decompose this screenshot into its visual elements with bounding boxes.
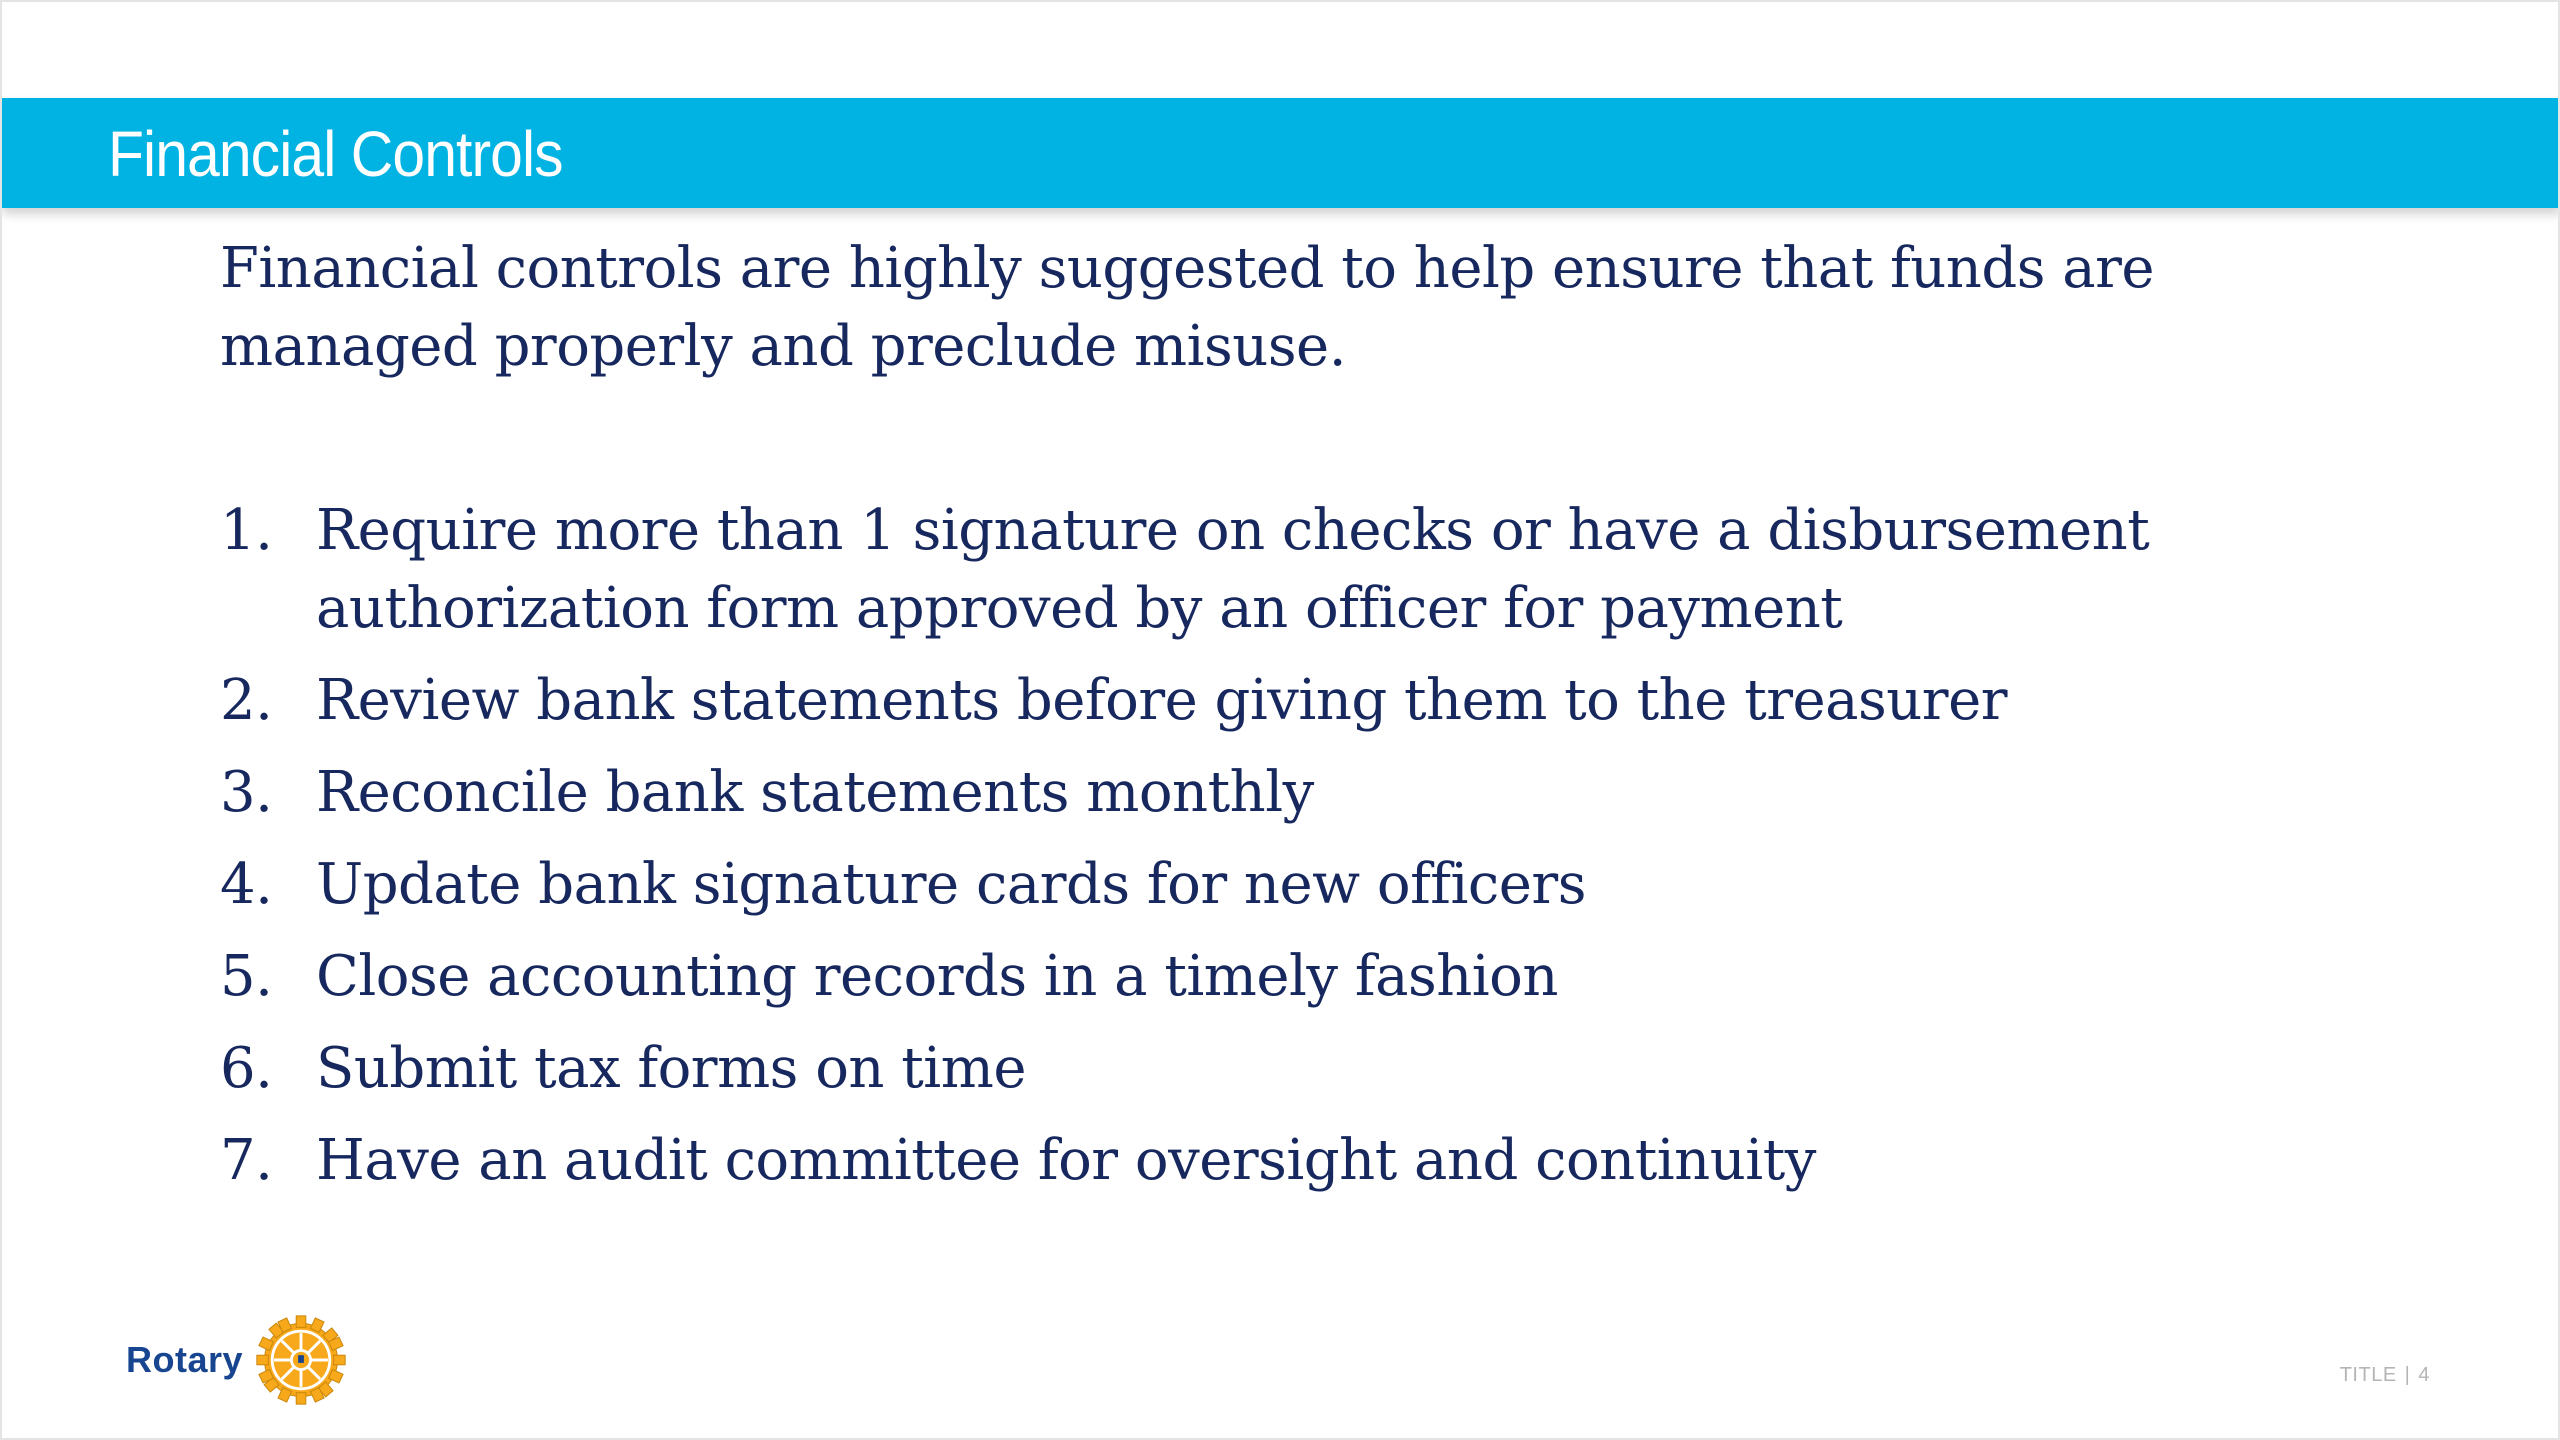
list-item (220, 662, 2320, 740)
list-item-number: 6. (220, 1036, 273, 1101)
list-item (220, 1122, 2320, 1200)
controls-list (220, 492, 2320, 1214)
footer-label: TITLE (2339, 1364, 2397, 1386)
intro-paragraph: Financial controls are highly suggested to help ensure that funds are managed properly and preclude misuse. (220, 236, 2155, 379)
list-item-text: Close accounting records in a timely fashion (316, 944, 1558, 1009)
list-item-number: 7. (220, 1128, 273, 1193)
list-item-text: Submit tax forms on time (316, 1036, 1026, 1101)
list-item-text: Reconcile bank statements monthly (316, 760, 1314, 825)
list-item-text: Require more than 1 signature on checks or have a disbursement authorization form approved by an officer for payment (316, 498, 2150, 641)
list-item-text: Update bank signature cards for new officers (316, 852, 1586, 917)
slide-body (220, 230, 2320, 1193)
list-item (220, 846, 2320, 924)
list-item-number: 5. (220, 944, 273, 1009)
logo-wordmark: Rotary (126, 1339, 244, 1380)
slide-title: Financial Controls (108, 118, 563, 190)
footer-separator: | (2404, 1364, 2411, 1386)
title-bar (2, 98, 2560, 208)
list-item (220, 1030, 2320, 1108)
list-item-number: 4. (220, 852, 273, 917)
list-item (220, 492, 2320, 648)
rotary-wheel-icon (253, 1312, 349, 1408)
page-number: 4 (2418, 1364, 2430, 1386)
list-item-text: Review bank statements before giving them to the treasurer (316, 668, 2007, 733)
list-item-text: Have an audit committee for oversight and continuity (316, 1128, 1816, 1193)
list-item-number: 3. (220, 760, 273, 825)
list-item (220, 754, 2320, 832)
list-item-number: 2. (220, 668, 273, 733)
list-item (220, 938, 2320, 1016)
slide-footer (2340, 1364, 2430, 1387)
rotary-logo (126, 1318, 349, 1402)
list-item-number: 1. (220, 498, 273, 563)
